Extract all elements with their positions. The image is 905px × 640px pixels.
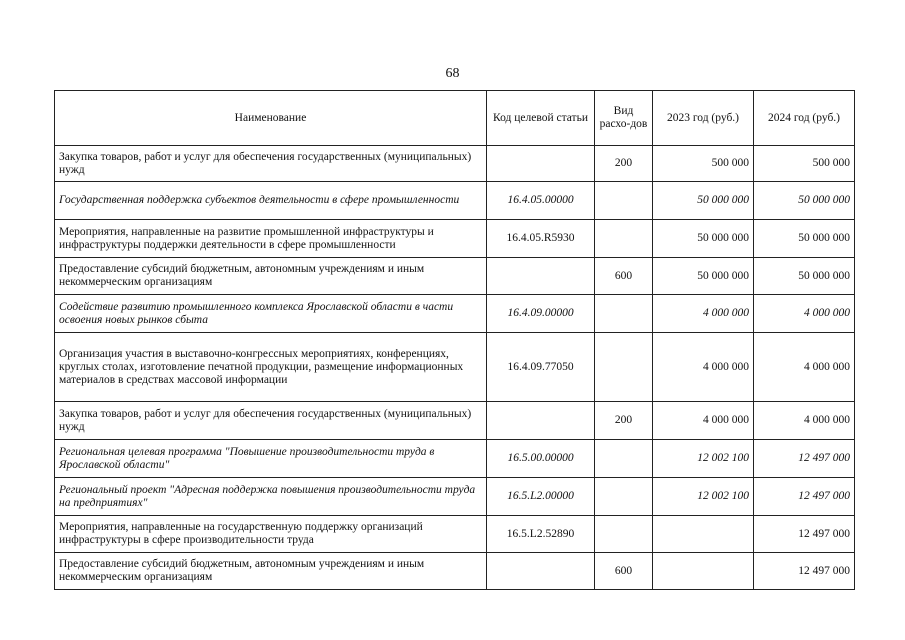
header-expense-type: Вид расхо-дов	[595, 91, 653, 146]
header-2023: 2023 год (руб.)	[653, 91, 754, 146]
row-name: Мероприятия, направленные на развитие промышленной инфраструктуры и инфраструктуры поддержки деятельности в сфере промышленности	[55, 220, 487, 258]
row-expense-type: 600	[595, 258, 653, 295]
row-name: Региональная целевая программа "Повышение производительности труда в Ярославской области"	[55, 440, 487, 478]
table-row	[55, 295, 855, 333]
row-amount-2024: 500 000	[754, 146, 855, 182]
page-number: 68	[445, 66, 460, 81]
row-expense-type	[595, 295, 653, 333]
table-row	[55, 440, 855, 478]
row-amount-2023: 500 000	[653, 146, 754, 182]
table-row	[55, 220, 855, 258]
row-name: Предоставление субсидий бюджетным, автономным учреждениям и иным некоммерческим организациям	[55, 258, 487, 295]
row-amount-2023	[653, 553, 754, 590]
row-amount-2024: 12 497 000	[754, 478, 855, 516]
row-code: 16.4.09.77050	[487, 333, 595, 402]
row-name: Государственная поддержка субъектов деятельности в сфере промышленности	[55, 182, 487, 220]
table-header-row	[55, 91, 855, 146]
table-row	[55, 258, 855, 295]
row-expense-type	[595, 478, 653, 516]
row-amount-2024: 4 000 000	[754, 295, 855, 333]
row-amount-2024: 4 000 000	[754, 402, 855, 440]
row-code: 16.5.00.00000	[487, 440, 595, 478]
table-row	[55, 402, 855, 440]
header-2024: 2024 год (руб.)	[754, 91, 855, 146]
budget-table	[54, 90, 855, 590]
row-amount-2023: 50 000 000	[653, 258, 754, 295]
row-amount-2023: 50 000 000	[653, 220, 754, 258]
row-code	[487, 553, 595, 590]
row-amount-2023: 12 002 100	[653, 440, 754, 478]
table-row	[55, 333, 855, 402]
row-code: 16.4.05.R5930	[487, 220, 595, 258]
row-amount-2024: 50 000 000	[754, 258, 855, 295]
row-expense-type: 200	[595, 402, 653, 440]
row-amount-2024: 50 000 000	[754, 182, 855, 220]
row-expense-type	[595, 440, 653, 478]
row-code: 16.4.09.00000	[487, 295, 595, 333]
row-amount-2023: 50 000 000	[653, 182, 754, 220]
row-amount-2023: 12 002 100	[653, 478, 754, 516]
row-name: Предоставление субсидий бюджетным, автономным учреждениям и иным некоммерческим организациям	[55, 553, 487, 590]
row-amount-2024: 50 000 000	[754, 220, 855, 258]
row-name: Закупка товаров, работ и услуг для обеспечения государственных (муниципальных) нужд	[55, 146, 487, 182]
row-code	[487, 402, 595, 440]
row-amount-2023: 4 000 000	[653, 295, 754, 333]
table-row	[55, 553, 855, 590]
row-amount-2023: 4 000 000	[653, 402, 754, 440]
row-expense-type: 200	[595, 146, 653, 182]
row-amount-2024: 12 497 000	[754, 553, 855, 590]
row-expense-type	[595, 182, 653, 220]
row-amount-2024: 12 497 000	[754, 440, 855, 478]
row-amount-2024: 4 000 000	[754, 333, 855, 402]
row-code: 16.5.L2.00000	[487, 478, 595, 516]
row-name: Организация участия в выставочно-конгрессных мероприятиях, конференциях, круглых столах, изготовление печатной продукции, размещение информационных материалов в средствах массовой информации	[55, 333, 487, 402]
row-code	[487, 146, 595, 182]
table-row	[55, 516, 855, 553]
header-name: Наименование	[55, 91, 487, 146]
row-expense-type	[595, 220, 653, 258]
row-name: Мероприятия, направленные на государственную поддержку организаций инфраструктуры в сфере производительности труда	[55, 516, 487, 553]
row-code: 16.4.05.00000	[487, 182, 595, 220]
table-row	[55, 478, 855, 516]
row-name: Закупка товаров, работ и услуг для обеспечения государственных (муниципальных) нужд	[55, 402, 487, 440]
row-amount-2024: 12 497 000	[754, 516, 855, 553]
row-expense-type: 600	[595, 553, 653, 590]
row-name: Региональный проект "Адресная поддержка повышения производительности труда на предприятиях"	[55, 478, 487, 516]
row-name: Содействие развитию промышленного комплекса Ярославской области в части освоения новых рынков сбыта	[55, 295, 487, 333]
row-expense-type	[595, 333, 653, 402]
table-row	[55, 182, 855, 220]
row-expense-type	[595, 516, 653, 553]
table-row	[55, 146, 855, 182]
row-code: 16.5.L2.52890	[487, 516, 595, 553]
row-amount-2023	[653, 516, 754, 553]
row-code	[487, 258, 595, 295]
header-code: Код целевой статьи	[487, 91, 595, 146]
row-amount-2023: 4 000 000	[653, 333, 754, 402]
